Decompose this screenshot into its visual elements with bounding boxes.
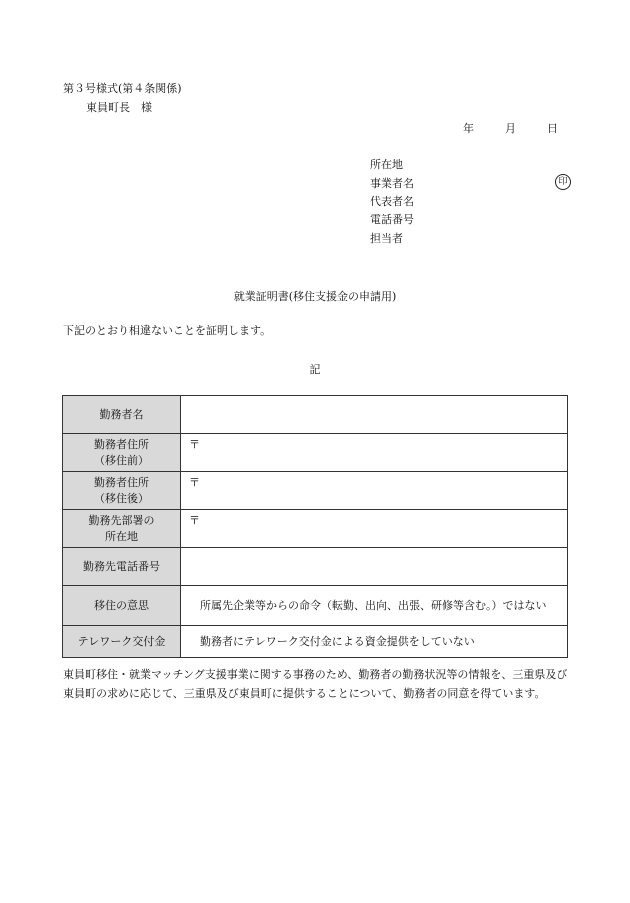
worker-name-label: 勤務者名 <box>63 396 181 434</box>
consent-statement: 東員町移住・就業マッチング支援事業に関する事務のため、勤務者の勤務状況等の情報を、三重県及び東員町の求めに応じて、三重県及び東員町に提供することについて、勤務者の同意を得ています。 <box>63 668 568 700</box>
label-line: 所在地 <box>105 529 138 543</box>
date-year-label: 年 <box>463 122 474 135</box>
office-location-value <box>181 510 568 548</box>
certificate-table <box>62 395 568 658</box>
relocation-intent-label: 移住の意思 <box>63 586 181 626</box>
issuer-business-label: 事業者名 <box>370 177 414 190</box>
label-line: （移住前） <box>94 453 149 467</box>
table-row <box>63 548 568 586</box>
postal-mark: 〒 <box>189 514 200 527</box>
table-row <box>63 434 568 472</box>
label-line: （移住後） <box>94 491 149 505</box>
date-line <box>463 120 558 136</box>
postal-mark: 〒 <box>189 438 200 451</box>
date-month-label: 月 <box>505 122 516 135</box>
postal-mark: 〒 <box>189 476 200 489</box>
label-line: 勤務先部署の <box>88 513 155 527</box>
document-title: 就業証明書(移住支援金の申請用) <box>233 290 397 303</box>
address-after-label <box>63 472 181 510</box>
table-row <box>63 472 568 510</box>
table-row <box>63 510 568 548</box>
date-day-label: 日 <box>547 122 558 135</box>
table-row <box>63 586 568 626</box>
office-location-label <box>63 510 181 548</box>
address-before-label <box>63 434 181 472</box>
form-number: 第３号様式(第４条関係) <box>63 82 182 95</box>
worker-name-value <box>181 396 568 434</box>
issuer-address-label: 所在地 <box>370 158 403 171</box>
intro-text: 下記のとおり相違ないことを証明します。 <box>63 324 272 337</box>
issuer-phone-label: 電話番号 <box>370 213 414 226</box>
issuer-contact-label: 担当者 <box>370 232 403 245</box>
address-before-value <box>181 434 568 472</box>
seal-icon: 印 <box>555 174 571 190</box>
office-phone-value <box>181 548 568 586</box>
address-after-value <box>181 472 568 510</box>
table-row <box>63 626 568 658</box>
relocation-intent-value: 所属先企業等からの命令（転勤、出向、出張、研修等含む。）ではない <box>181 586 568 626</box>
telework-grant-label: テレワーク交付金 <box>63 626 181 658</box>
issuer-representative-label: 代表者名 <box>370 195 414 208</box>
addressee: 東員町長 様 <box>86 101 152 114</box>
telework-grant-value: 勤務者にテレワーク交付金による資金提供をしていない <box>181 626 568 658</box>
table-row <box>63 396 568 434</box>
label-line: 勤務者住所 <box>94 475 149 489</box>
label-line: 勤務者住所 <box>94 437 149 451</box>
ki-heading: 記 <box>309 363 321 376</box>
office-phone-label: 勤務先電話番号 <box>63 548 181 586</box>
